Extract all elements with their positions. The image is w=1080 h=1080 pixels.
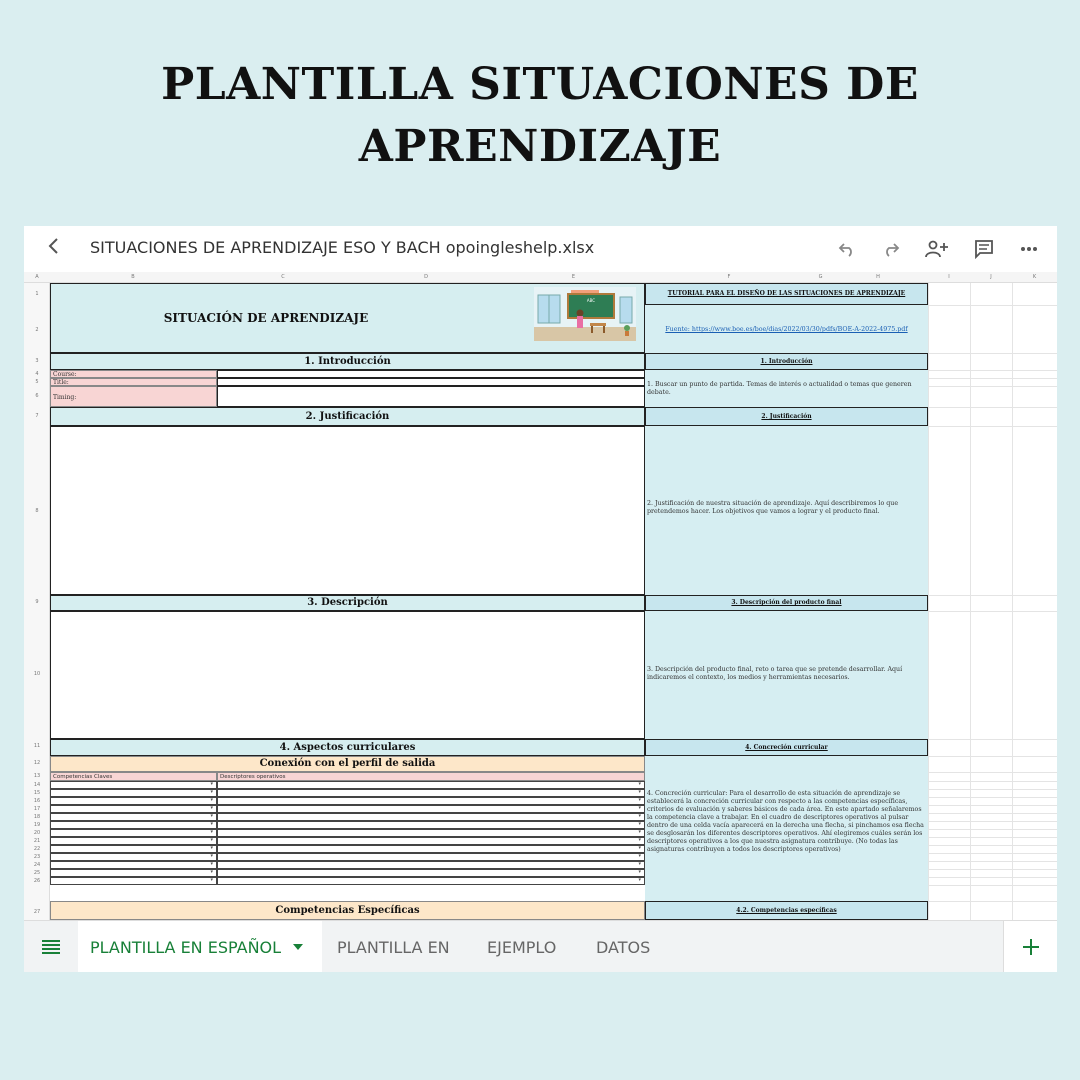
competencia-dropdown[interactable] xyxy=(50,789,217,797)
row-number[interactable]: 25 xyxy=(33,870,41,876)
sheet-main-title: SITUACIÓN DE APRENDIZAJE xyxy=(163,311,369,325)
chevron-down-icon[interactable]: ▾ xyxy=(638,789,641,795)
competencia-dropdown[interactable] xyxy=(50,845,217,853)
row-header xyxy=(24,283,50,920)
descripcion-input[interactable] xyxy=(50,611,645,739)
justificacion-input[interactable] xyxy=(50,426,645,595)
spreadsheet-app xyxy=(24,226,1057,972)
row-number[interactable]: 5 xyxy=(35,379,39,385)
tab-label: PLANTILLA EN ESPAÑOL xyxy=(90,937,282,957)
document-title: SITUACIONES DE APRENDIZAJE ESO Y BACH opoingleshelp.xlsx xyxy=(90,238,595,257)
svg-text:ABC: ABC xyxy=(586,298,596,303)
column-letter[interactable]: A xyxy=(35,274,39,280)
chevron-down-icon[interactable]: ▾ xyxy=(210,781,213,787)
chevron-down-icon[interactable]: ▾ xyxy=(638,797,641,803)
column-letter[interactable]: F xyxy=(727,274,731,280)
row-number[interactable]: 16 xyxy=(33,798,41,804)
chevron-down-icon[interactable]: ▾ xyxy=(210,837,213,843)
column-header xyxy=(24,272,1057,283)
title-label[interactable]: Title: xyxy=(50,378,217,386)
descriptor-dropdown[interactable] xyxy=(217,877,645,885)
tutorial-concrecion-text[interactable]: 4. Concreción curricular: Para el desarrollo de esta situación de aprendizaje se establecerá la concreción curricular con respecto a las competencias específicas, criterios de evaluación y saberes básicos de cada área. En este apartado señalaremos la competencia clave a trabajar. En el cuadro de descriptores operativos al pulsar dentro de una celda vacía aparecerá en la derecha una flecha, si pinchamos esa flecha se desglosarán los diferentes descriptores operativos. Ahí elegiremos cuáles serán los descriptores operativos a los que nuestra asignatura contribuye. (No todas las asignaturas contribuyen a todos los descriptores operativos) xyxy=(645,756,928,901)
row-number[interactable]: 12 xyxy=(33,760,41,766)
section-justificacion[interactable]: 2. Justificación xyxy=(50,407,645,426)
row-number[interactable]: 7 xyxy=(35,413,39,419)
descriptor-dropdown[interactable] xyxy=(217,861,645,869)
chevron-down-icon[interactable]: ▾ xyxy=(210,861,213,867)
competencia-dropdown[interactable] xyxy=(50,813,217,821)
competencia-dropdown[interactable] xyxy=(50,781,217,789)
competencia-dropdown[interactable] xyxy=(50,877,217,885)
column-letter[interactable]: I xyxy=(948,274,950,280)
page-headline xyxy=(0,54,1080,178)
row-number[interactable]: 8 xyxy=(35,508,39,514)
add-sheet-icon[interactable] xyxy=(1003,921,1057,972)
headline-line-1: PLANTILLA SITUACIONES DE xyxy=(161,59,919,110)
chevron-down-icon[interactable]: ▾ xyxy=(638,805,641,811)
chevron-down-icon[interactable]: ▾ xyxy=(638,845,641,851)
competencia-dropdown[interactable] xyxy=(50,797,217,805)
conexion-perfil-salida[interactable]: Conexión con el perfil de salida xyxy=(50,756,645,772)
competencia-dropdown[interactable] xyxy=(50,853,217,861)
title-input[interactable] xyxy=(217,378,645,386)
competencias-especificas[interactable]: Competencias Específicas xyxy=(50,901,645,920)
tab-label: DATOS xyxy=(596,937,651,957)
tab-plantilla-espanol[interactable] xyxy=(78,921,322,972)
classroom-illustration xyxy=(534,287,636,341)
row-number[interactable]: 11 xyxy=(33,743,41,749)
chevron-down-icon[interactable]: ▾ xyxy=(638,861,641,867)
competencia-dropdown[interactable] xyxy=(50,861,217,869)
chevron-down-icon[interactable]: ▾ xyxy=(638,869,641,875)
back-icon[interactable] xyxy=(40,234,68,264)
column-letter[interactable]: D xyxy=(424,274,428,280)
competencia-dropdown[interactable] xyxy=(50,829,217,837)
all-sheets-menu-icon[interactable] xyxy=(24,921,78,972)
descriptor-dropdown[interactable] xyxy=(217,813,645,821)
tab-plantilla-en[interactable] xyxy=(325,921,469,972)
row-number[interactable]: 27 xyxy=(33,909,41,915)
row-number[interactable]: 23 xyxy=(33,854,41,860)
chevron-down-icon[interactable]: ▾ xyxy=(210,853,213,859)
timing-input[interactable] xyxy=(217,386,645,407)
descriptor-dropdown[interactable] xyxy=(217,797,645,805)
row-number[interactable]: 14 xyxy=(33,782,41,788)
row-number[interactable]: 19 xyxy=(33,822,41,828)
competencias-claves-header[interactable]: Competencias Claves xyxy=(50,772,217,781)
chevron-down-icon[interactable]: ▾ xyxy=(210,877,213,883)
chevron-down-icon[interactable]: ▾ xyxy=(638,813,641,819)
column-letter[interactable]: G xyxy=(818,274,823,280)
descriptor-dropdown[interactable] xyxy=(217,829,645,837)
more-options-icon[interactable] xyxy=(1014,234,1044,264)
chevron-down-icon[interactable]: ▾ xyxy=(638,853,641,859)
add-person-icon[interactable] xyxy=(922,234,952,264)
row-number[interactable]: 2 xyxy=(35,327,39,333)
row-number[interactable]: 9 xyxy=(35,599,39,605)
row-number[interactable]: 18 xyxy=(33,814,41,820)
chevron-down-icon[interactable]: ▾ xyxy=(210,829,213,835)
tutorial-introduccion[interactable]: 1. Introducción xyxy=(645,353,928,370)
descriptor-dropdown[interactable] xyxy=(217,789,645,797)
chevron-down-icon[interactable] xyxy=(293,944,303,950)
row-number[interactable]: 17 xyxy=(33,806,41,812)
descriptor-dropdown[interactable] xyxy=(217,821,645,829)
title-block[interactable] xyxy=(50,283,645,353)
tutorial-descripcion[interactable]: 3. Descripción del producto final xyxy=(645,595,928,611)
row-number[interactable]: 6 xyxy=(35,393,39,399)
sheet-grid xyxy=(24,283,1057,920)
competencia-dropdown[interactable] xyxy=(50,805,217,813)
tab-label: PLANTILLA EN xyxy=(337,937,450,957)
tutorial-descripcion-text[interactable]: 3. Descripción del producto final, reto o tarea que se pretende desarrollar. Aquí indicaremos el contexto, los medios y herramientas necesarios. xyxy=(645,611,928,739)
row-number[interactable]: 15 xyxy=(33,790,41,796)
descriptor-dropdown[interactable] xyxy=(217,869,645,877)
comment-icon[interactable] xyxy=(969,234,999,264)
row-number[interactable]: 10 xyxy=(33,671,41,677)
tutorial-introduccion-text[interactable]: 1. Buscar un punto de partida. Temas de interés o actualidad o temas que generen debate. xyxy=(645,370,928,407)
top-bar xyxy=(24,226,1057,272)
section-aspectos-curriculares[interactable]: 4. Aspectos curriculares xyxy=(50,739,645,756)
descriptor-dropdown[interactable] xyxy=(217,781,645,789)
competencia-dropdown[interactable] xyxy=(50,869,217,877)
chevron-down-icon[interactable]: ▾ xyxy=(638,821,641,827)
chevron-down-icon[interactable]: ▾ xyxy=(638,837,641,843)
descriptor-dropdown[interactable] xyxy=(217,837,645,845)
row-number[interactable]: 4 xyxy=(35,371,39,377)
chevron-down-icon[interactable]: ▾ xyxy=(210,869,213,875)
tutorial-justificacion[interactable]: 2. Justificación xyxy=(645,407,928,426)
descriptores-header[interactable]: Descriptores operativos xyxy=(217,772,645,781)
chevron-down-icon[interactable]: ▾ xyxy=(638,877,641,883)
chevron-down-icon[interactable]: ▾ xyxy=(210,797,213,803)
row-number[interactable]: 26 xyxy=(33,878,41,884)
tutorial-header[interactable]: TUTORIAL PARA EL DISEÑO DE LAS SITUACIONES DE APRENDIZAJE xyxy=(645,283,928,305)
tutorial-justificacion-text[interactable]: 2. Justificación de nuestra situación de aprendizaje. Aquí describiremos lo que pretendemos hacer. Los objetivos que vamos a lograr y el producto final. xyxy=(645,426,928,595)
chevron-down-icon[interactable]: ▾ xyxy=(638,829,641,835)
row-number[interactable]: 24 xyxy=(33,862,41,868)
row-number[interactable]: 22 xyxy=(33,846,41,852)
chevron-down-icon[interactable]: ▾ xyxy=(210,813,213,819)
descriptor-dropdown[interactable] xyxy=(217,845,645,853)
row-number[interactable]: 13 xyxy=(33,773,41,779)
tutorial-competencias-especificas[interactable]: 4.2. Competencias específicas xyxy=(645,901,928,920)
fuente-link[interactable]: Fuente: https://www.boe.es/boe/dias/2022/03/30/pdfs/BOE-A-2022-4975.pdf xyxy=(665,326,908,333)
tab-ejemplo[interactable] xyxy=(475,921,568,972)
competencia-dropdown[interactable] xyxy=(50,821,217,829)
chevron-down-icon[interactable]: ▾ xyxy=(210,805,213,811)
redo-icon[interactable] xyxy=(876,234,906,264)
headline-line-2: APRENDIZAJE xyxy=(358,121,722,172)
column-letter[interactable]: J xyxy=(990,274,992,280)
course-label[interactable]: Course: xyxy=(50,370,217,378)
column-letter[interactable]: B xyxy=(131,274,135,280)
chevron-down-icon[interactable]: ▾ xyxy=(210,821,213,827)
undo-icon[interactable] xyxy=(832,234,862,264)
course-input[interactable] xyxy=(217,370,645,378)
column-letter[interactable]: K xyxy=(1032,274,1037,280)
row-number[interactable]: 3 xyxy=(35,358,39,364)
row-number[interactable]: 1 xyxy=(35,291,39,297)
tab-datos[interactable] xyxy=(584,921,662,972)
row-number[interactable]: 21 xyxy=(33,838,41,844)
competencia-dropdown[interactable] xyxy=(50,837,217,845)
timing-label[interactable]: Timing: xyxy=(50,386,217,407)
column-letter[interactable]: H xyxy=(876,274,880,280)
row-number[interactable]: 20 xyxy=(33,830,41,836)
chevron-down-icon[interactable]: ▾ xyxy=(638,781,641,787)
section-descripcion[interactable]: 3. Descripción xyxy=(50,595,645,611)
chevron-down-icon[interactable]: ▾ xyxy=(210,845,213,851)
sheet-tabs-bar xyxy=(24,920,1057,972)
column-letter[interactable]: C xyxy=(281,274,285,280)
chevron-down-icon[interactable]: ▾ xyxy=(210,789,213,795)
tutorial-concrecion[interactable]: 4. Concreción curricular xyxy=(645,739,928,756)
descriptor-dropdown[interactable] xyxy=(217,805,645,813)
fuente-link-cell[interactable] xyxy=(645,305,928,353)
column-letter[interactable]: E xyxy=(571,274,576,280)
descriptor-dropdown[interactable] xyxy=(217,853,645,861)
tab-label: EJEMPLO xyxy=(487,937,557,957)
section-introduccion[interactable]: 1. Introducción xyxy=(50,353,645,370)
